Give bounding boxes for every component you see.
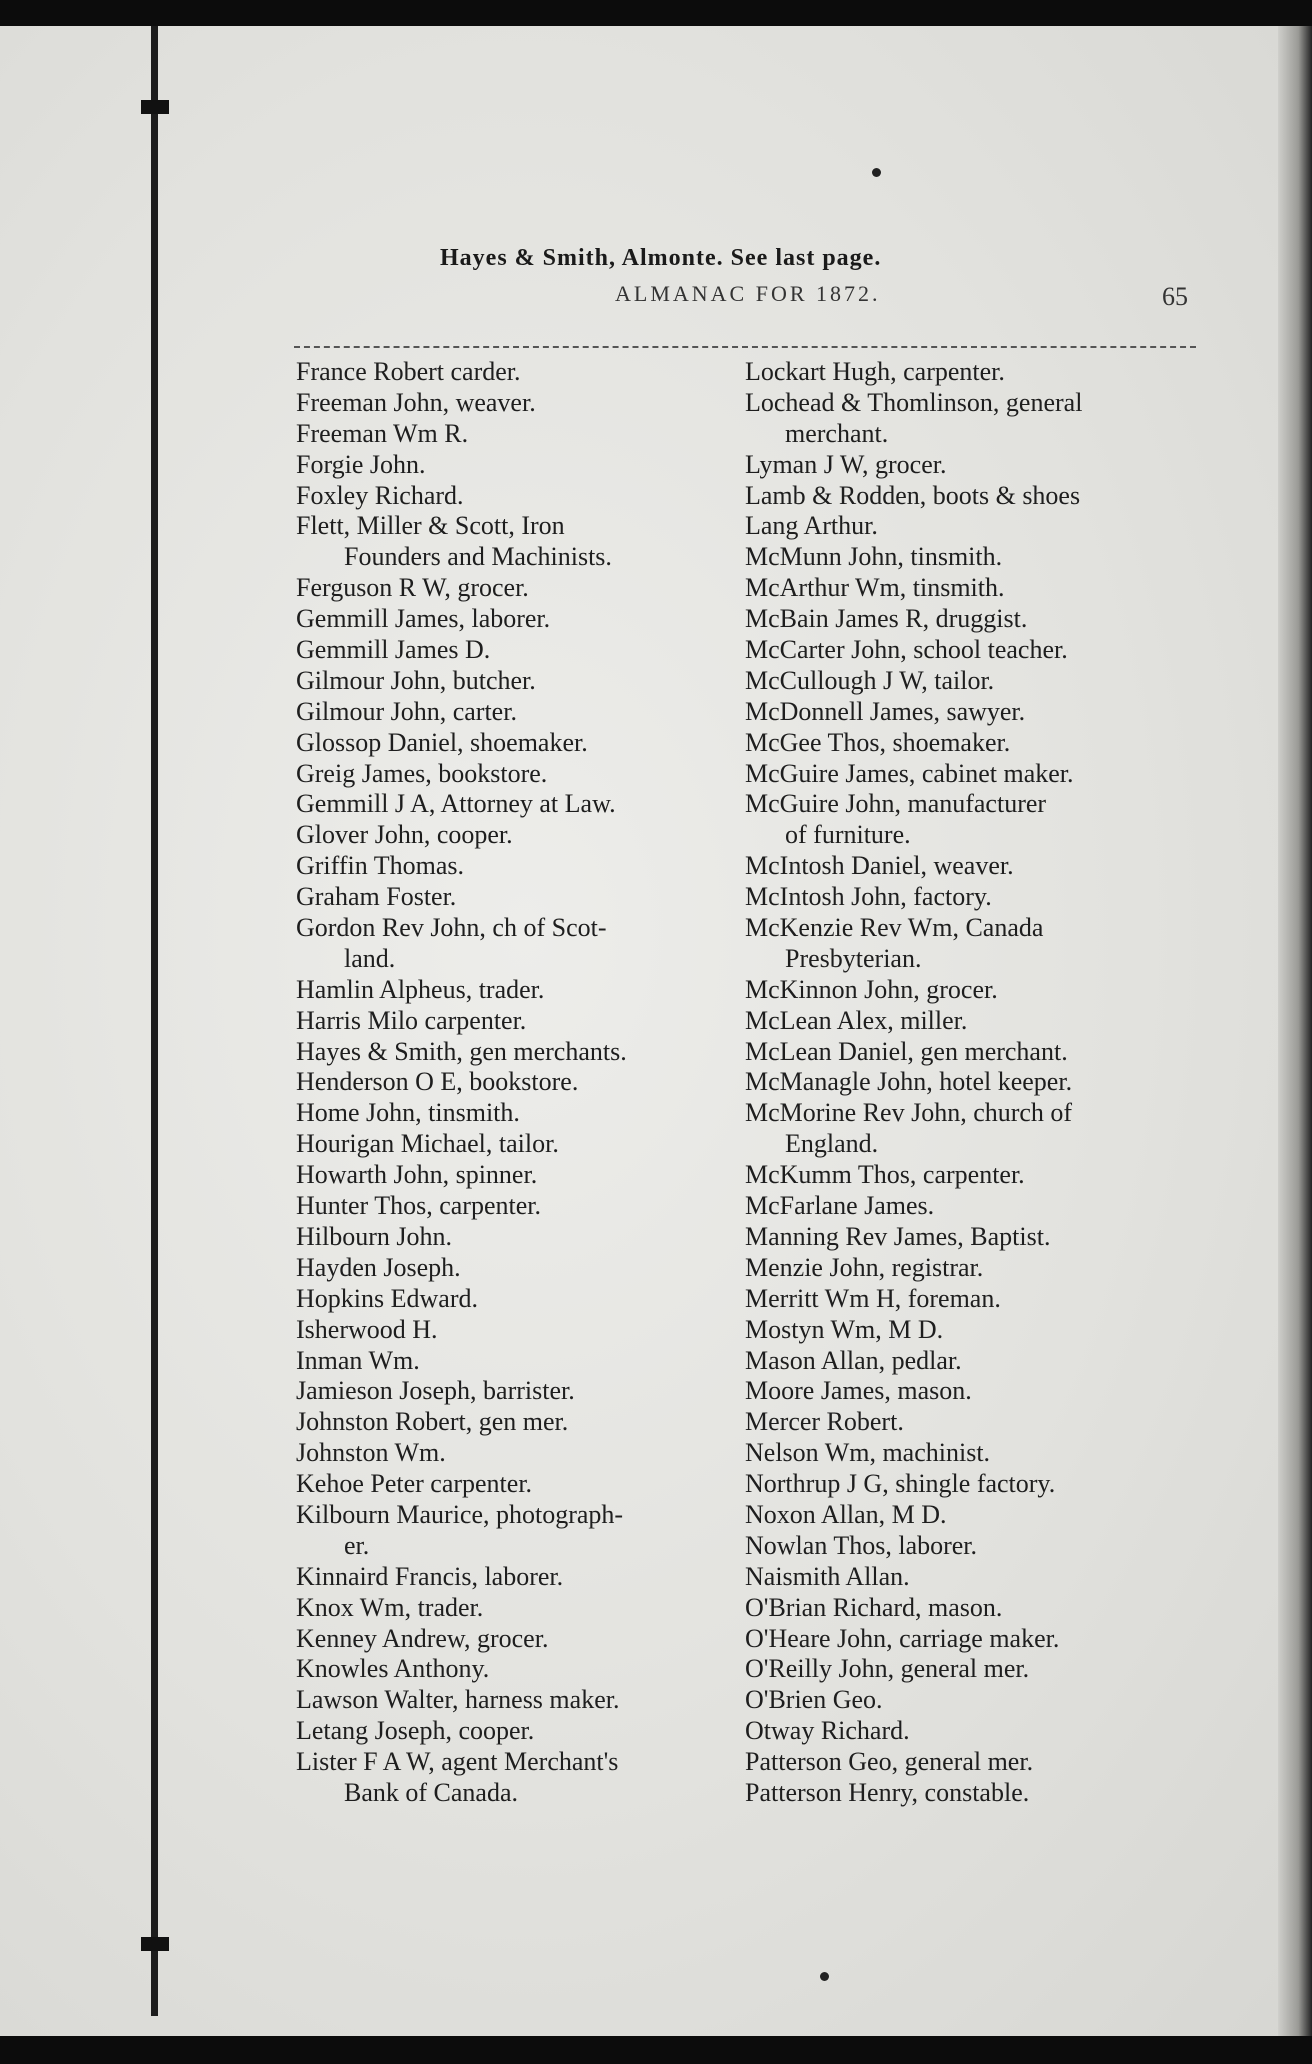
directory-entry: Patterson Geo, general mer.	[745, 1747, 1034, 1777]
directory-column-left	[296, 357, 751, 1809]
directory-entry: Isherwood H.	[296, 1314, 438, 1344]
directory-entry: Lochead & Thomlinson, general	[745, 387, 1083, 417]
directory-entry: Home John, tinsmith.	[296, 1098, 520, 1128]
directory-entry: O'Reilly John, general mer.	[745, 1654, 1030, 1684]
directory-entry: France Robert carder.	[296, 357, 521, 386]
almanac-title: ALMANAC FOR 1872.	[615, 281, 881, 306]
directory-entry: Gemmill James D.	[296, 635, 491, 665]
directory-entry: Merritt Wm H, foreman.	[745, 1283, 1001, 1313]
directory-entry: Gilmour John, butcher.	[296, 665, 536, 695]
directory-entry: Harris Milo carpenter.	[296, 1005, 527, 1035]
directory-entry: Griffin Thomas.	[296, 851, 465, 881]
directory-entry: McLean Daniel, gen merchant.	[745, 1036, 1068, 1066]
directory-entry: Jamieson Joseph, barrister.	[296, 1376, 575, 1406]
directory-entry: Glossop Daniel, shoemaker.	[296, 727, 588, 757]
binding-mark-top	[141, 100, 169, 114]
directory-entry: Nelson Wm, machinist.	[745, 1438, 991, 1468]
directory-entry: Manning Rev James, Baptist.	[745, 1221, 1051, 1251]
directory-entry: Lang Arthur.	[745, 511, 878, 541]
directory-entry: Hayden Joseph.	[296, 1252, 461, 1282]
directory-entry: McMorine Rev John, church of	[745, 1098, 1073, 1128]
directory-entry: Foxley Richard.	[296, 480, 464, 510]
binding-mark-bottom	[141, 1937, 169, 1951]
directory-entry: Greig James, bookstore.	[296, 758, 548, 788]
directory-entry: Hamlin Alpheus, trader.	[296, 974, 545, 1004]
directory-entry: McIntosh Daniel, weaver.	[745, 851, 1014, 881]
directory-entry-continuation: Bank of Canada.	[344, 1777, 519, 1807]
directory-entry: Hunter Thos, carpenter.	[296, 1191, 541, 1221]
page-number: 65	[1162, 282, 1188, 311]
ink-dot-top	[872, 168, 881, 177]
directory-entry: Glover John, cooper.	[296, 820, 513, 850]
directory-entry: Kenney Andrew, grocer.	[296, 1623, 549, 1653]
page-edge-shadow	[1278, 26, 1312, 2036]
directory-entry: McDonnell James, sawyer.	[745, 696, 1026, 726]
directory-entry: Henderson O E, bookstore.	[296, 1067, 579, 1097]
directory-entry: Hayes & Smith, gen merchants.	[296, 1036, 627, 1066]
directory-entry: Lister F A W, agent Merchant's	[296, 1747, 619, 1777]
directory-entry: McFarlane James.	[745, 1191, 935, 1221]
directory-entry: McCarter John, school teacher.	[745, 635, 1068, 665]
directory-entry: Mason Allan, pedlar.	[745, 1345, 962, 1375]
directory-entry: McArthur Wm, tinsmith.	[745, 573, 1005, 603]
directory-entry: Flett, Miller & Scott, Iron	[296, 511, 565, 541]
directory-entry: Noxon Allan, M D.	[745, 1499, 947, 1529]
directory-entry: McLean Alex, miller.	[745, 1005, 968, 1035]
directory-entry: Northrup J G, shingle factory.	[745, 1469, 1056, 1499]
directory-entry-continuation: England.	[785, 1129, 879, 1159]
directory-entry: Mercer Robert.	[745, 1407, 904, 1437]
directory-entry: Johnston Wm.	[296, 1438, 446, 1468]
directory-entry: McBain James R, druggist.	[745, 604, 1028, 634]
directory-entry: McGuire James, cabinet maker.	[745, 758, 1074, 788]
directory-entry: Gordon Rev John, ch of Scot-	[296, 913, 607, 943]
directory-entry: Graham Foster.	[296, 882, 457, 912]
directory-entry: Lawson Walter, harness maker.	[296, 1685, 620, 1715]
directory-entry: McMunn John, tinsmith.	[745, 542, 1003, 572]
directory-entry: Moore James, mason.	[745, 1376, 972, 1406]
directory-entry: Hilbourn John.	[296, 1221, 452, 1251]
directory-entry: Gemmill James, laborer.	[296, 604, 551, 634]
directory-entry: Hourigan Michael, tailor.	[296, 1129, 559, 1159]
directory-entry: Lamb & Rodden, boots & shoes	[745, 480, 1081, 510]
directory-entry: Freeman John, weaver.	[296, 387, 536, 417]
directory-column-right	[745, 357, 1205, 1809]
directory-entry: Mostyn Wm, M D.	[745, 1314, 944, 1344]
directory-entry: McKumm Thos, carpenter.	[745, 1160, 1025, 1190]
binding-line	[151, 26, 158, 2016]
directory-entry-continuation: of furniture.	[785, 820, 911, 850]
directory-entry: Inman Wm.	[296, 1345, 420, 1375]
directory-entry: Hopkins Edward.	[296, 1283, 478, 1313]
directory-entry: Kehoe Peter carpenter.	[296, 1469, 533, 1499]
header-rule	[294, 346, 1196, 348]
directory-entry: McCullough J W, tailor.	[745, 665, 995, 695]
directory-entry: Kinnaird Francis, laborer.	[296, 1561, 564, 1591]
directory-entry: Lockart Hugh, carpenter.	[745, 357, 1005, 386]
directory-entry: Nowlan Thos, laborer.	[745, 1530, 978, 1560]
directory-entry: McGee Thos, shoemaker.	[745, 727, 1011, 757]
directory-entry: Menzie John, registrar.	[745, 1252, 984, 1282]
directory-entry: Letang Joseph, cooper.	[296, 1716, 535, 1746]
directory-entry-continuation: er.	[344, 1530, 370, 1560]
advert-header: Hayes & Smith, Almonte. See last page.	[440, 245, 882, 271]
directory-entry: Knowles Anthony.	[296, 1654, 490, 1684]
directory-entry: Naismith Allan.	[745, 1561, 910, 1591]
directory-entry: McManagle John, hotel keeper.	[745, 1067, 1073, 1097]
directory-entry: Otway Richard.	[745, 1716, 910, 1746]
directory-entry: O'Brien Geo.	[745, 1685, 883, 1715]
directory-entry: McKinnon John, grocer.	[745, 974, 998, 1004]
directory-entry: Forgie John.	[296, 449, 426, 479]
directory-entry: Knox Wm, trader.	[296, 1592, 484, 1622]
directory-entry-continuation: Presbyterian.	[785, 943, 922, 973]
directory-entry: Kilbourn Maurice, photograph-	[296, 1499, 624, 1529]
directory-entry: Patterson Henry, constable.	[745, 1777, 1030, 1807]
directory-entry: McGuire John, manufacturer	[745, 789, 1047, 819]
directory-entry: Lyman J W, grocer.	[745, 449, 947, 479]
directory-entry: McKenzie Rev Wm, Canada	[745, 913, 1044, 943]
directory-entry: O'Brian Richard, mason.	[745, 1592, 1003, 1622]
directory-entry: Freeman Wm R.	[296, 418, 469, 448]
directory-entry: Ferguson R W, grocer.	[296, 573, 529, 603]
directory-entry: McIntosh John, factory.	[745, 882, 992, 912]
directory-entry: Howarth John, spinner.	[296, 1160, 538, 1190]
directory-entry-continuation: Founders and Machinists.	[344, 542, 612, 572]
directory-entry: Johnston Robert, gen mer.	[296, 1407, 569, 1437]
directory-entry: Gemmill J A, Attorney at Law.	[296, 789, 616, 819]
ink-dot-bottom	[820, 1972, 829, 1981]
directory-entry: Gilmour John, carter.	[296, 696, 517, 726]
directory-entry-continuation: merchant.	[785, 418, 889, 448]
directory-entry: O'Heare John, carriage maker.	[745, 1623, 1060, 1653]
directory-entry-continuation: land.	[344, 943, 396, 973]
